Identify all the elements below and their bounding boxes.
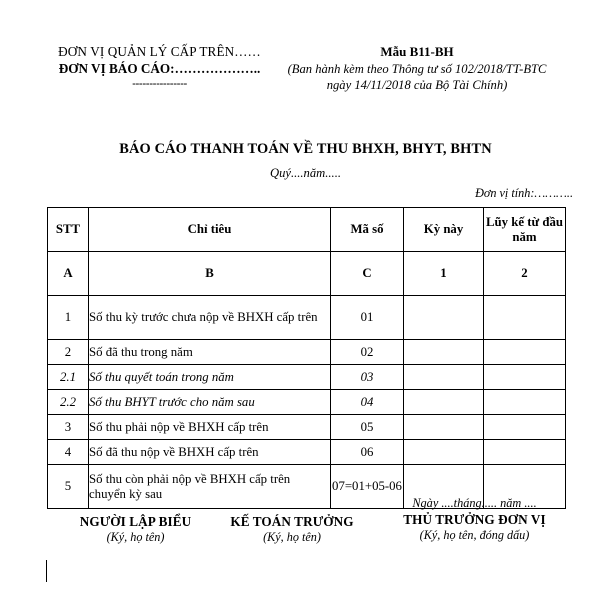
cell-chi-tieu: Số đã thu trong năm bbox=[89, 340, 331, 365]
column-header-ky-nay: Kỳ này bbox=[404, 208, 484, 252]
column-header-ma-so: Mã số bbox=[331, 208, 404, 252]
cell-ky-nay[interactable] bbox=[404, 440, 484, 465]
cell-luy-ke[interactable] bbox=[484, 296, 566, 340]
table-header bbox=[48, 208, 566, 296]
cell-luy-ke[interactable] bbox=[484, 415, 566, 440]
cell-ma-so: 01 bbox=[331, 296, 404, 340]
issuing-circular-line-2: ngày 14/11/2018 của Bộ Tài Chính) bbox=[326, 77, 508, 92]
column-letter-a: A bbox=[48, 252, 89, 296]
table-header-row bbox=[48, 208, 566, 252]
column-letter-b: B bbox=[89, 252, 331, 296]
header-right-block bbox=[252, 44, 582, 93]
table-row bbox=[48, 415, 566, 440]
cell-luy-ke[interactable] bbox=[484, 440, 566, 465]
table-body bbox=[48, 296, 566, 509]
cell-ky-nay[interactable] bbox=[404, 390, 484, 415]
unit-of-measure-label: Đơn vị tính:……….. bbox=[475, 186, 573, 200]
signature-column-preparer bbox=[48, 514, 223, 544]
signature-title-chief-accountant: KẾ TOÁN TRƯỞNG bbox=[230, 514, 354, 529]
reporting-unit-label: ĐƠN VỊ BÁO CÁO:……………….. bbox=[58, 60, 261, 76]
column-letter-c: C bbox=[331, 252, 404, 296]
cell-ky-nay[interactable] bbox=[404, 365, 484, 390]
signature-note-chief-accountant: (Ký, họ tên) bbox=[263, 529, 321, 544]
column-header-stt: STT bbox=[48, 208, 89, 252]
cell-ma-so: 02 bbox=[331, 340, 404, 365]
column-header-chi-tieu: Chỉ tiêu bbox=[89, 208, 331, 252]
report-period-label: Quý....năm..... bbox=[269, 166, 341, 180]
header-divider: ---------------- bbox=[132, 78, 187, 91]
report-table bbox=[47, 207, 566, 509]
document-header bbox=[0, 44, 611, 139]
table-row bbox=[48, 440, 566, 465]
cell-chi-tieu: Số thu phải nộp về BHXH cấp trên bbox=[89, 415, 331, 440]
cell-chi-tieu: Số thu kỳ trước chưa nộp về BHXH cấp trên bbox=[89, 296, 331, 340]
cell-stt: 2 bbox=[48, 340, 89, 365]
cell-ky-nay[interactable] bbox=[404, 296, 484, 340]
signature-note-preparer: (Ký, họ tên) bbox=[106, 529, 165, 544]
signature-note-head-of-unit: (Ký, họ tên, đóng dấu) bbox=[419, 527, 530, 542]
signature-title-preparer: NGƯỜI LẬP BIỂU bbox=[79, 514, 192, 529]
cell-stt: 5 bbox=[48, 465, 89, 509]
cell-luy-ke[interactable] bbox=[484, 390, 566, 415]
table-row bbox=[48, 390, 566, 415]
cell-ma-so: 05 bbox=[331, 415, 404, 440]
cell-ma-so: 06 bbox=[331, 440, 404, 465]
issuing-circular-line-1: (Ban hành kèm theo Thông tư số 102/2018/TT-BTC bbox=[287, 61, 547, 76]
cell-chi-tieu: Số thu còn phải nộp về BHXH cấp trên chuyển kỳ sau bbox=[89, 465, 331, 509]
table-row bbox=[48, 340, 566, 365]
cell-stt: 4 bbox=[48, 440, 89, 465]
cell-chi-tieu: Số thu BHYT trước cho năm sau bbox=[89, 390, 331, 415]
signature-block bbox=[0, 496, 611, 556]
parent-unit-label: ĐƠN VỊ QUẢN LÝ CẤP TRÊN…… bbox=[58, 44, 261, 59]
signature-date-line: Ngày ....tháng..... năm .... bbox=[412, 496, 537, 510]
cell-chi-tieu: Số thu quyết toán trong năm bbox=[89, 365, 331, 390]
cell-luy-ke[interactable] bbox=[484, 340, 566, 365]
cell-stt: 2.1 bbox=[48, 365, 89, 390]
cell-chi-tieu: Số đã thu nộp về BHXH cấp trên bbox=[89, 440, 331, 465]
cell-ky-nay[interactable] bbox=[404, 340, 484, 365]
cell-stt: 2.2 bbox=[48, 390, 89, 415]
column-letter-1: 1 bbox=[404, 252, 484, 296]
page-title: BÁO CÁO THANH TOÁN VỀ THU BHXH, BHYT, BHTN bbox=[119, 141, 492, 157]
header-left-block bbox=[52, 44, 267, 92]
column-header-luy-ke: Lũy kế từ đầu năm bbox=[484, 208, 566, 252]
text-cursor-caret bbox=[46, 560, 47, 582]
signature-column-head-of-unit bbox=[382, 496, 567, 542]
signature-title-head-of-unit: THỦ TRƯỞNG ĐƠN VỊ bbox=[403, 511, 546, 527]
table-row bbox=[48, 365, 566, 390]
form-code-label: Mẫu B11-BH bbox=[380, 44, 454, 59]
signature-column-chief-accountant bbox=[212, 514, 372, 544]
cell-stt: 3 bbox=[48, 415, 89, 440]
table-column-letter-row bbox=[48, 252, 566, 296]
cell-ma-so: 07=01+05-06 bbox=[331, 465, 404, 509]
column-letter-2: 2 bbox=[484, 252, 566, 296]
cell-luy-ke[interactable] bbox=[484, 365, 566, 390]
cell-ma-so: 04 bbox=[331, 390, 404, 415]
cell-ma-so: 03 bbox=[331, 365, 404, 390]
cell-ky-nay[interactable] bbox=[404, 415, 484, 440]
cell-stt: 1 bbox=[48, 296, 89, 340]
table-row bbox=[48, 296, 566, 340]
